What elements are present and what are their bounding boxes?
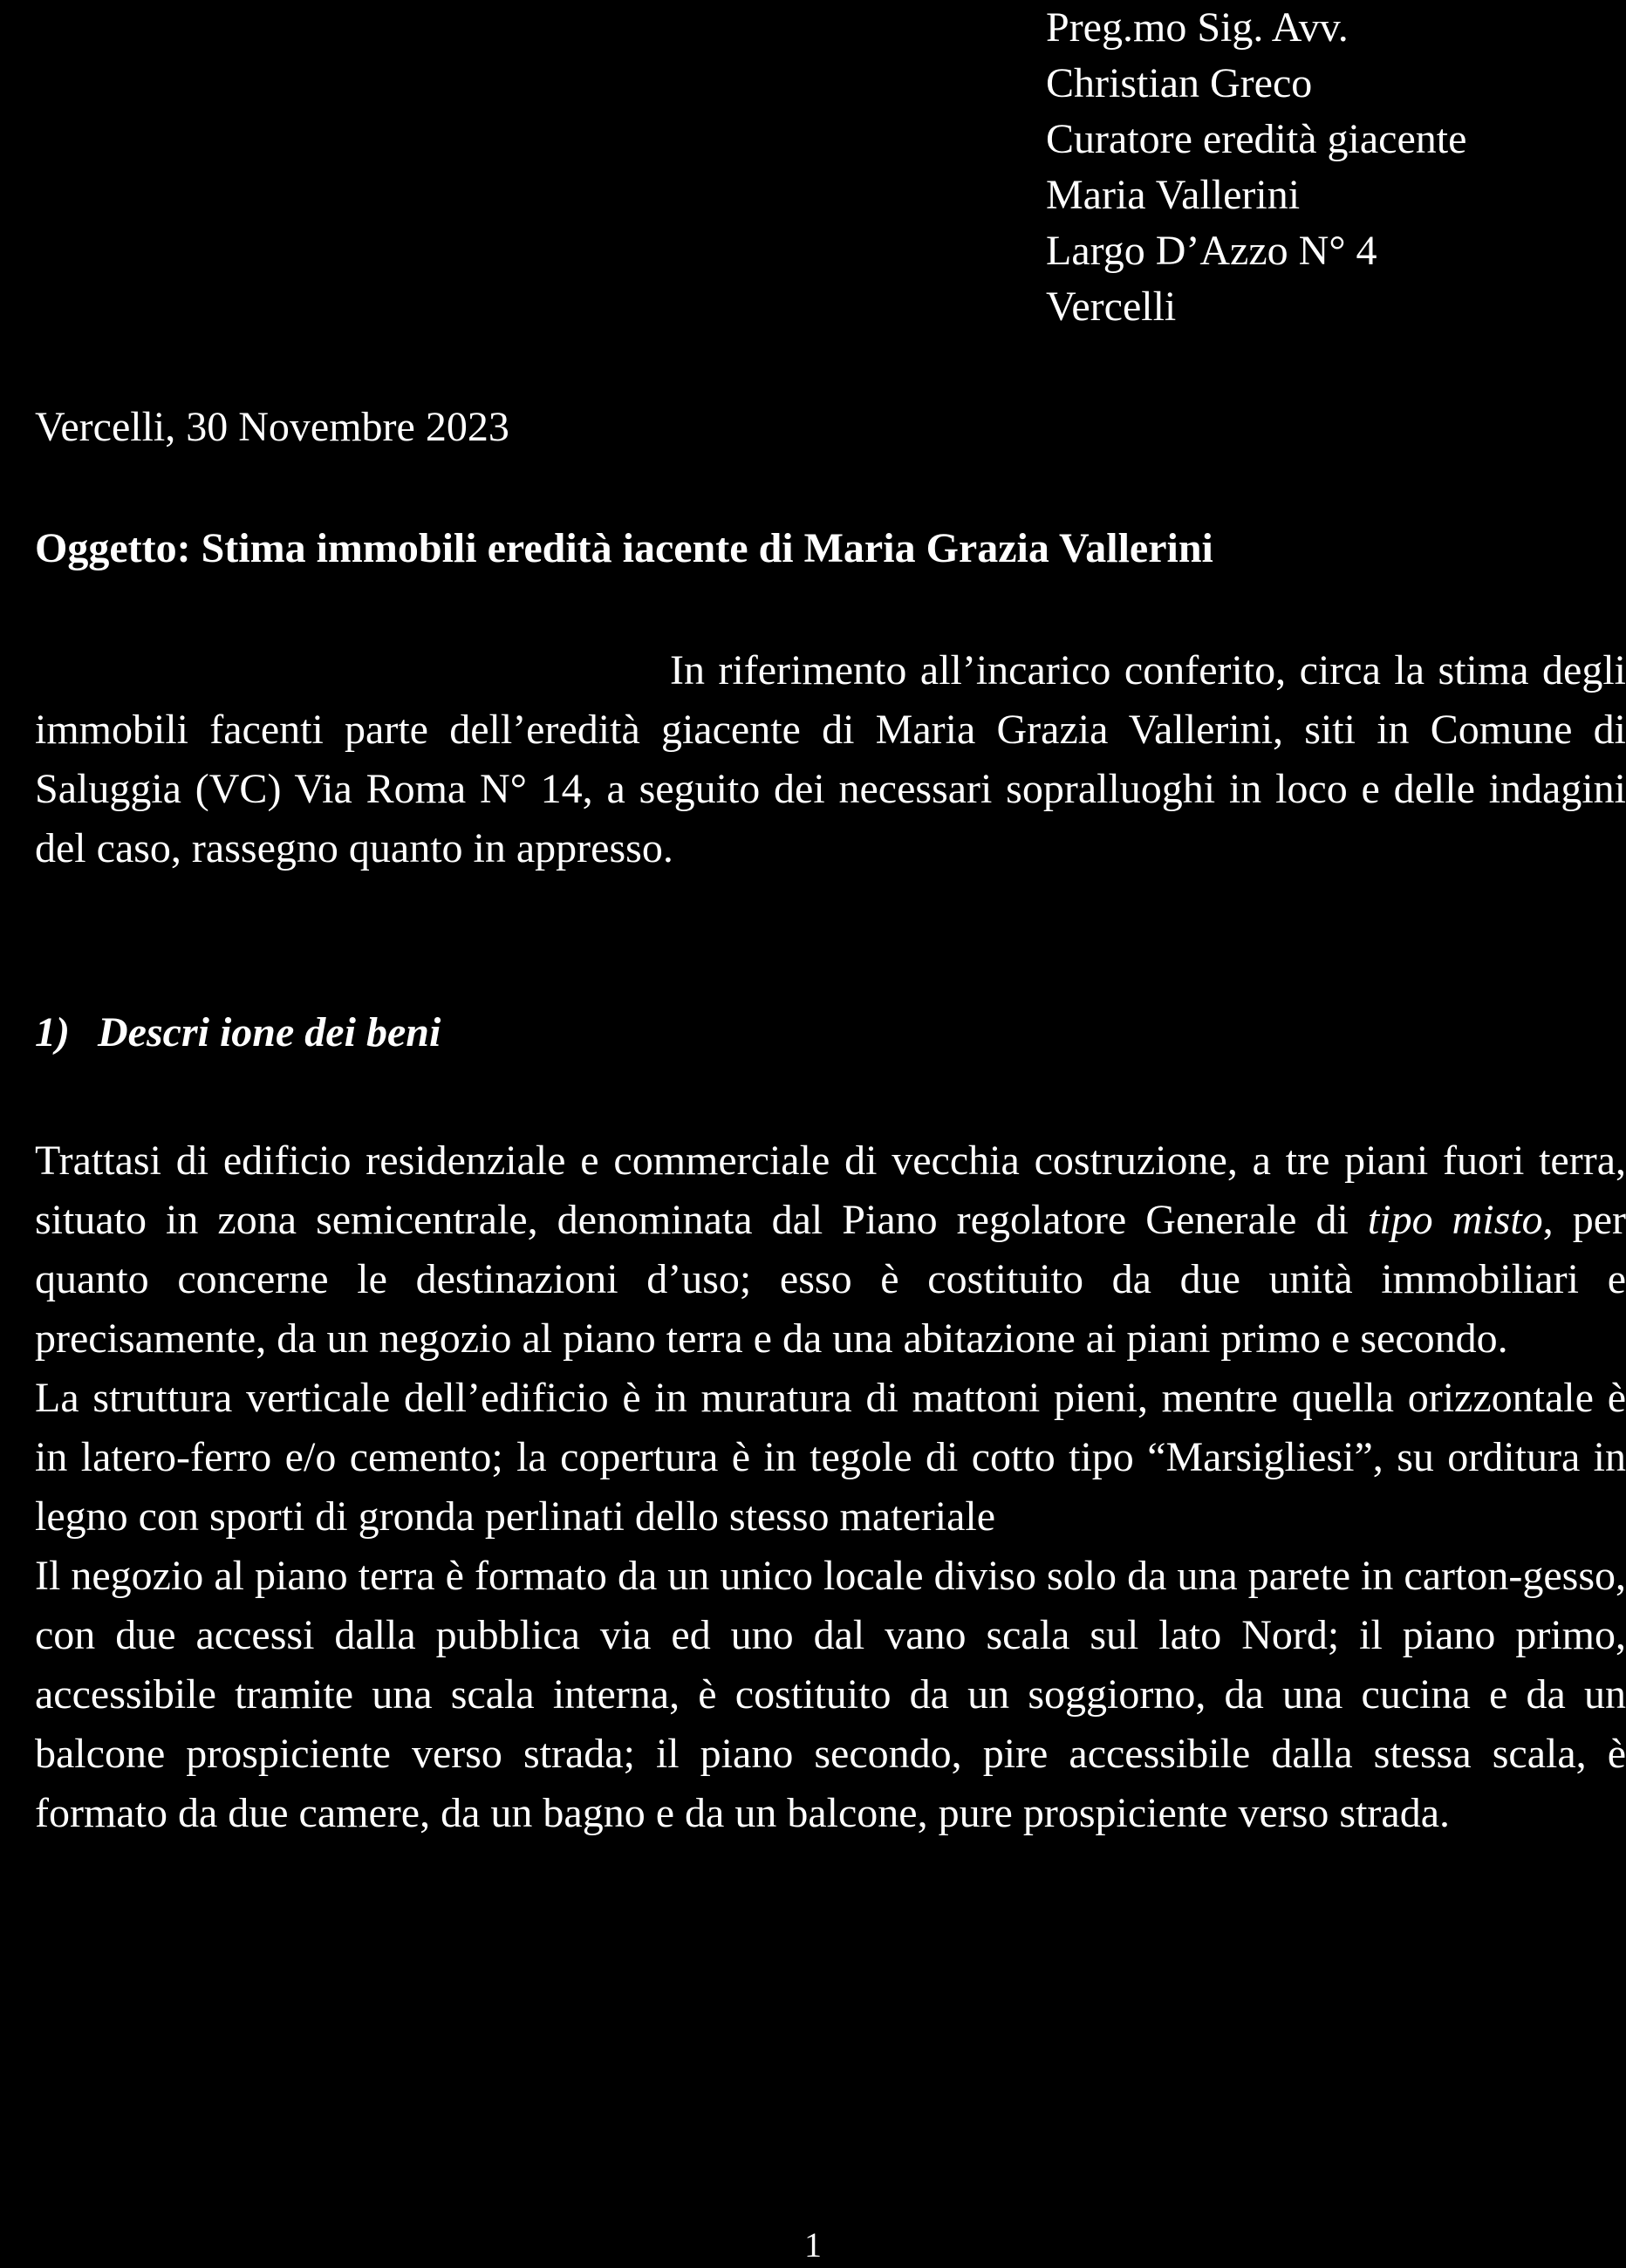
paragraph-building — [35, 1131, 1626, 1369]
intro-text: In riferimento all’incarico conferito, circa la stima degli immobili facenti parte dell’eredità giacente di Maria Grazia Vallerini, siti in Comune di Saluggia (VC) Via Roma N° 14, a seguito dei necessari sopralluoghi in loco e delle indagini del caso, rassegno quanto in appresso. — [35, 647, 1626, 871]
section-title: Descri ione dei beni — [98, 1009, 441, 1055]
emphasis-text: tipo misto — [1367, 1197, 1543, 1243]
paragraph-text: Trattasi di edificio residenziale e commerciale di vecchia costruzione, a tre piani fuori terra, situato in zona semicentrale, denominata dal Piano regolatore Generale di — [35, 1137, 1626, 1243]
addressee-line: Christian Greco — [1046, 60, 1313, 106]
page-number: 1 — [804, 2225, 822, 2265]
section-heading — [35, 1005, 441, 1061]
subject-line: Oggetto: Stima immobili eredità iacente di Maria Grazia Vallerini — [35, 525, 1213, 571]
addressee-line: Preg.mo Sig. Avv. — [1046, 4, 1349, 51]
addressee-line: Maria Vallerini — [1046, 172, 1301, 218]
place-and-date: Vercelli, 30 Novembre 2023 — [35, 404, 509, 450]
description-body — [35, 1131, 1626, 1843]
addressee-block — [1046, 0, 1466, 335]
addressee-line: Curatore eredità giacente — [1046, 116, 1467, 162]
paragraph-structure: La struttura verticale dell’edificio è in muratura di mattoni pieni, mentre quella orizzontale è in latero-ferro e/o cemento; la copertura è in tegole di cotto tipo “Marsigliesi”, su orditura in legno con sporti di gronda perlinati dello stesso materiale — [35, 1375, 1626, 1540]
intro-paragraph — [35, 641, 1626, 878]
section-number: 1) — [35, 1009, 70, 1055]
addressee-line: Vercelli — [1046, 284, 1177, 330]
paragraph-text: , per quanto concerne le destinazioni d’uso; esso è costituito da due unità immobiliari e precisamente, da un negozio al piano terra e da una abitazione ai piani primo e secondo. — [35, 1197, 1626, 1362]
paragraph-rooms: Il negozio al piano terra è formato da un unico locale diviso solo da una parete in carton-gesso, con due accessi dalla pubblica via ed uno dal vano scala sul lato Nord; il piano primo, accessibile tramite una scala interna, è costituito da un soggiorno, da una cucina e da un balcone prospiciente verso strada; il piano secondo, pire accessibile dalla stessa scala, è formato da due camere, da un bagno e da un balcone, pure prospiciente verso strada. — [35, 1553, 1626, 1836]
addressee-line: Largo D’Azzo N° 4 — [1046, 228, 1377, 274]
